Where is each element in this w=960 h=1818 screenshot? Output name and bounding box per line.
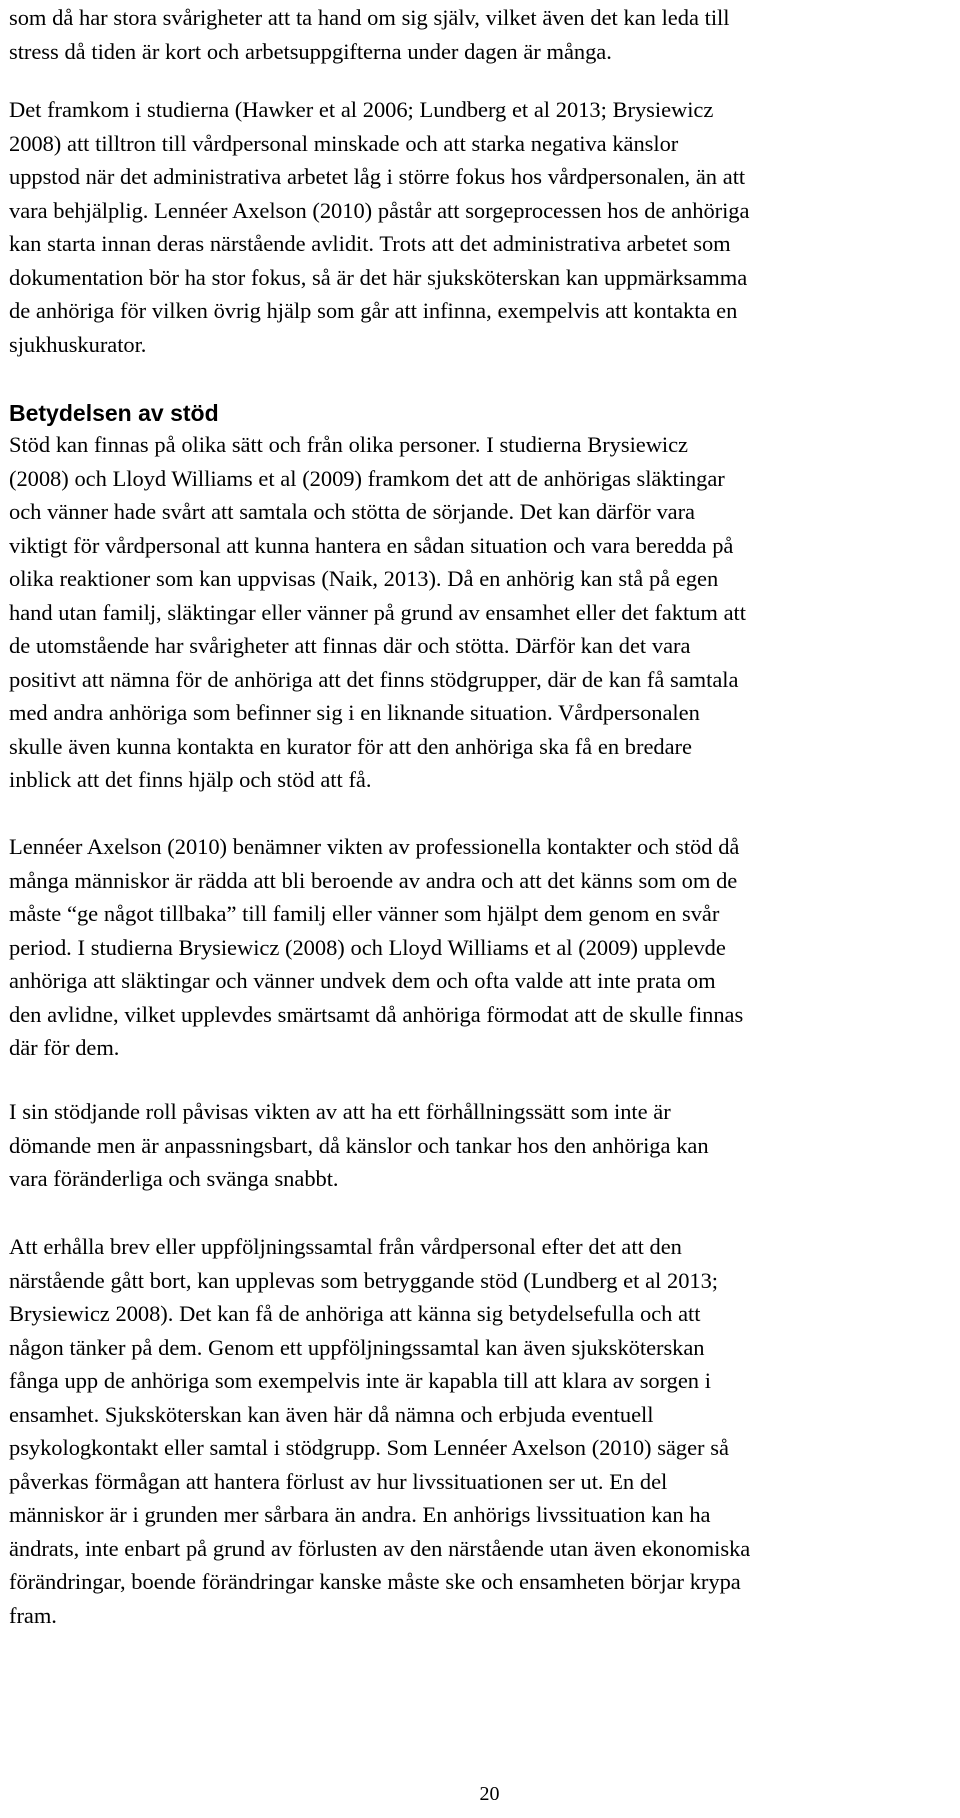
text-line: psykologkontakt eller samtal i stödgrupp. Som Lennéer Axelson (2010) säger så xyxy=(9,1435,729,1460)
text-line: Stöd kan finnas på olika sätt och från olika personer. I studierna Brysiewicz xyxy=(9,432,688,457)
text-line: period. I studierna Brysiewicz (2008) och Lloyd Williams et al (2009) upplevde xyxy=(9,934,726,960)
text-line: och vänner hade svårt att samtala och stötta de sörjande. Det kan därför vara xyxy=(9,499,695,524)
text-line: närstående gått bort, kan upplevas som betryggande stöd (Lundberg et al 2013; xyxy=(9,1267,719,1293)
text-line: anhöriga att släktingar och vänner undvek dem och ofta valde att inte prata om xyxy=(9,968,716,993)
text-line: I sin stödjande roll påvisas vikten av att ha ett förhållningssätt som inte är xyxy=(9,1099,671,1124)
text-line: hand utan familj, släktingar eller vänner på grund av ensamhet eller det faktum att xyxy=(9,599,746,625)
text-line: 2008) att tilltron till vårdpersonal minskade och att starka negativa känslor xyxy=(9,130,679,156)
paragraph xyxy=(9,1230,750,1632)
text-line: måste “ge något tillbaka” till familj eller vänner som hjälpt dem genom en svår xyxy=(9,901,720,926)
paragraph xyxy=(9,93,749,361)
text-line: kan starta innan deras närstående avlidit. Trots att det administrativa arbetet som xyxy=(9,231,731,256)
text-line: någon tänker på dem. Genom ett uppföljningssamtal kan även sjuksköterskan xyxy=(9,1334,705,1360)
text-line: ändrats, inte enbart på grund av förlusten av den närstående utan även ekonomiska xyxy=(9,1535,751,1561)
text-line: ensamhet. Sjuksköterskan kan även här då nämna och erbjuda eventuell xyxy=(9,1401,654,1427)
text-line: uppstod när det administrativa arbetet låg i större fokus hos vårdpersonalen, än att xyxy=(9,164,746,189)
text-line: Lennéer Axelson (2010) benämner vikten av professionella kontakter och stöd då xyxy=(9,834,740,859)
page-number: 20 xyxy=(479,1783,500,1805)
paragraph xyxy=(9,428,746,797)
text-line: människor är i grunden mer sårbara än andra. En anhörigs livssituation kan ha xyxy=(9,1502,711,1527)
text-line: de anhöriga för vilken övrig hjälp som går att infinna, exempelvis att kontakta en xyxy=(9,298,738,323)
text-line: dokumentation bör ha stor fokus, så är det här sjuksköterskan kan uppmärksamma xyxy=(9,264,748,290)
text-line: olika reaktioner som kan uppvisas (Naik, 2013). Då en anhörig kan stå på egen xyxy=(9,566,719,591)
text-line: stress då tiden är kort och arbetsuppgifterna under dagen är många. xyxy=(9,38,612,64)
text-line: med andra anhöriga som befinner sig i en liknande situation. Vårdpersonalen xyxy=(9,700,700,725)
text-line: viktigt för vårdpersonal att kunna hantera en sådan situation och vara beredda på xyxy=(9,532,734,558)
text-line: de utomstående har svårigheter att finnas där och stötta. Därför kan det vara xyxy=(9,633,691,658)
text-line: vara föränderliga och svänga snabbt. xyxy=(9,1166,339,1191)
text-line: förändringar, boende förändringar kanske måste ske och ensamheten börjar krypa xyxy=(9,1569,741,1594)
document-page xyxy=(9,0,954,1818)
paragraph xyxy=(9,830,743,1065)
text-line: Brysiewicz 2008). Det kan få de anhöriga att känna sig betydelsefulla och att xyxy=(9,1301,701,1326)
text-line: där för dem. xyxy=(9,1035,120,1060)
text-line: positivt att nämna för de anhöriga att det finns stödgrupper, där de kan få samtala xyxy=(9,666,739,692)
text-line: Att erhålla brev eller uppföljningssamtal från vårdpersonal efter det att den xyxy=(9,1234,682,1259)
text-line: inblick att det finns hjälp och stöd att få. xyxy=(9,767,372,792)
paragraph xyxy=(9,1,729,68)
text-line: (2008) och Lloyd Williams et al (2009) framkom det att de anhörigas släktingar xyxy=(9,465,725,491)
text-line: vara behjälplig. Lennéer Axelson (2010) påstår att sorgeprocessen hos de anhöriga xyxy=(9,197,750,223)
text-line: den avlidne, vilket upplevdes smärtsamt då anhöriga förmodat att de skulle finnas xyxy=(9,1001,744,1027)
text-line: dömande men är anpassningsbart, då känslor och tankar hos den anhöriga kan xyxy=(9,1132,709,1158)
text-line: fram. xyxy=(9,1602,57,1628)
section-heading: Betydelsen av stöd xyxy=(9,400,219,426)
paragraph xyxy=(9,1095,709,1196)
text-line: sjukhuskurator. xyxy=(9,331,147,357)
text-line: skulle även kunna kontakta en kurator för att den anhöriga ska få en bredare xyxy=(9,733,692,759)
text-line: många människor är rädda att bli beroende av andra och att det känns som om de xyxy=(9,867,738,893)
text-line: påverkas förmågan att hantera förlust av hur livssituationen ser ut. En del xyxy=(9,1468,668,1494)
text-line: som då har stora svårigheter att ta hand om sig själv, vilket även det kan leda till xyxy=(9,5,730,30)
text-line: fånga upp de anhöriga som exempelvis inte är kapabla till att klara av sorgen i xyxy=(9,1368,711,1393)
text-line: Det framkom i studierna (Hawker et al 2006; Lundberg et al 2013; Brysiewicz xyxy=(9,97,714,122)
